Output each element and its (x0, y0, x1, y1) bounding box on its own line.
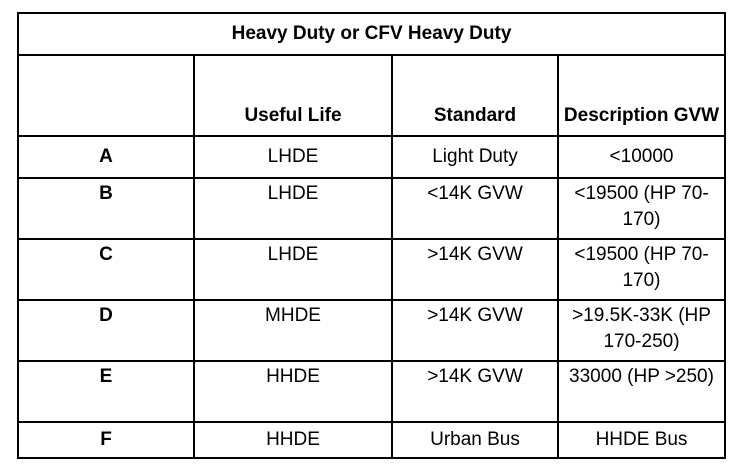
standard-cell: Light Duty (392, 136, 558, 178)
row-label: B (18, 178, 194, 239)
emission-standards-table (17, 12, 726, 459)
useful-life-cell: LHDE (194, 239, 392, 300)
table-header-row (18, 55, 725, 136)
standard-cell: >14K GVW (392, 300, 558, 361)
standard-cell: <14K GVW (392, 178, 558, 239)
row-label: F (18, 422, 194, 458)
useful-life-cell: HHDE (194, 361, 392, 422)
standard-cell: >14K GVW (392, 239, 558, 300)
standard-cell: Urban Bus (392, 422, 558, 458)
description-cell: >19.5K-33K (HP 170-250) (558, 300, 725, 361)
table-title: Heavy Duty or CFV Heavy Duty (18, 13, 725, 55)
description-cell: HHDE Bus (558, 422, 725, 458)
description-cell: <19500 (HP 70-170) (558, 239, 725, 300)
table-row (18, 178, 725, 239)
useful-life-cell: LHDE (194, 178, 392, 239)
header-useful-life: Useful Life (194, 55, 392, 136)
table-row (18, 136, 725, 178)
row-label: D (18, 300, 194, 361)
description-cell: <10000 (558, 136, 725, 178)
useful-life-cell: LHDE (194, 136, 392, 178)
header-blank (18, 55, 194, 136)
useful-life-cell: MHDE (194, 300, 392, 361)
row-label: A (18, 136, 194, 178)
row-label: E (18, 361, 194, 422)
useful-life-cell: HHDE (194, 422, 392, 458)
header-description: Description GVW (558, 55, 725, 136)
description-cell: <19500 (HP 70-170) (558, 178, 725, 239)
table-row (18, 239, 725, 300)
table-row (18, 300, 725, 361)
standard-cell: >14K GVW (392, 361, 558, 422)
row-label: C (18, 239, 194, 300)
table-title-row (18, 13, 725, 55)
header-standard: Standard (392, 55, 558, 136)
description-cell: 33000 (HP >250) (558, 361, 725, 422)
table-row (18, 422, 725, 458)
table-row (18, 361, 725, 422)
